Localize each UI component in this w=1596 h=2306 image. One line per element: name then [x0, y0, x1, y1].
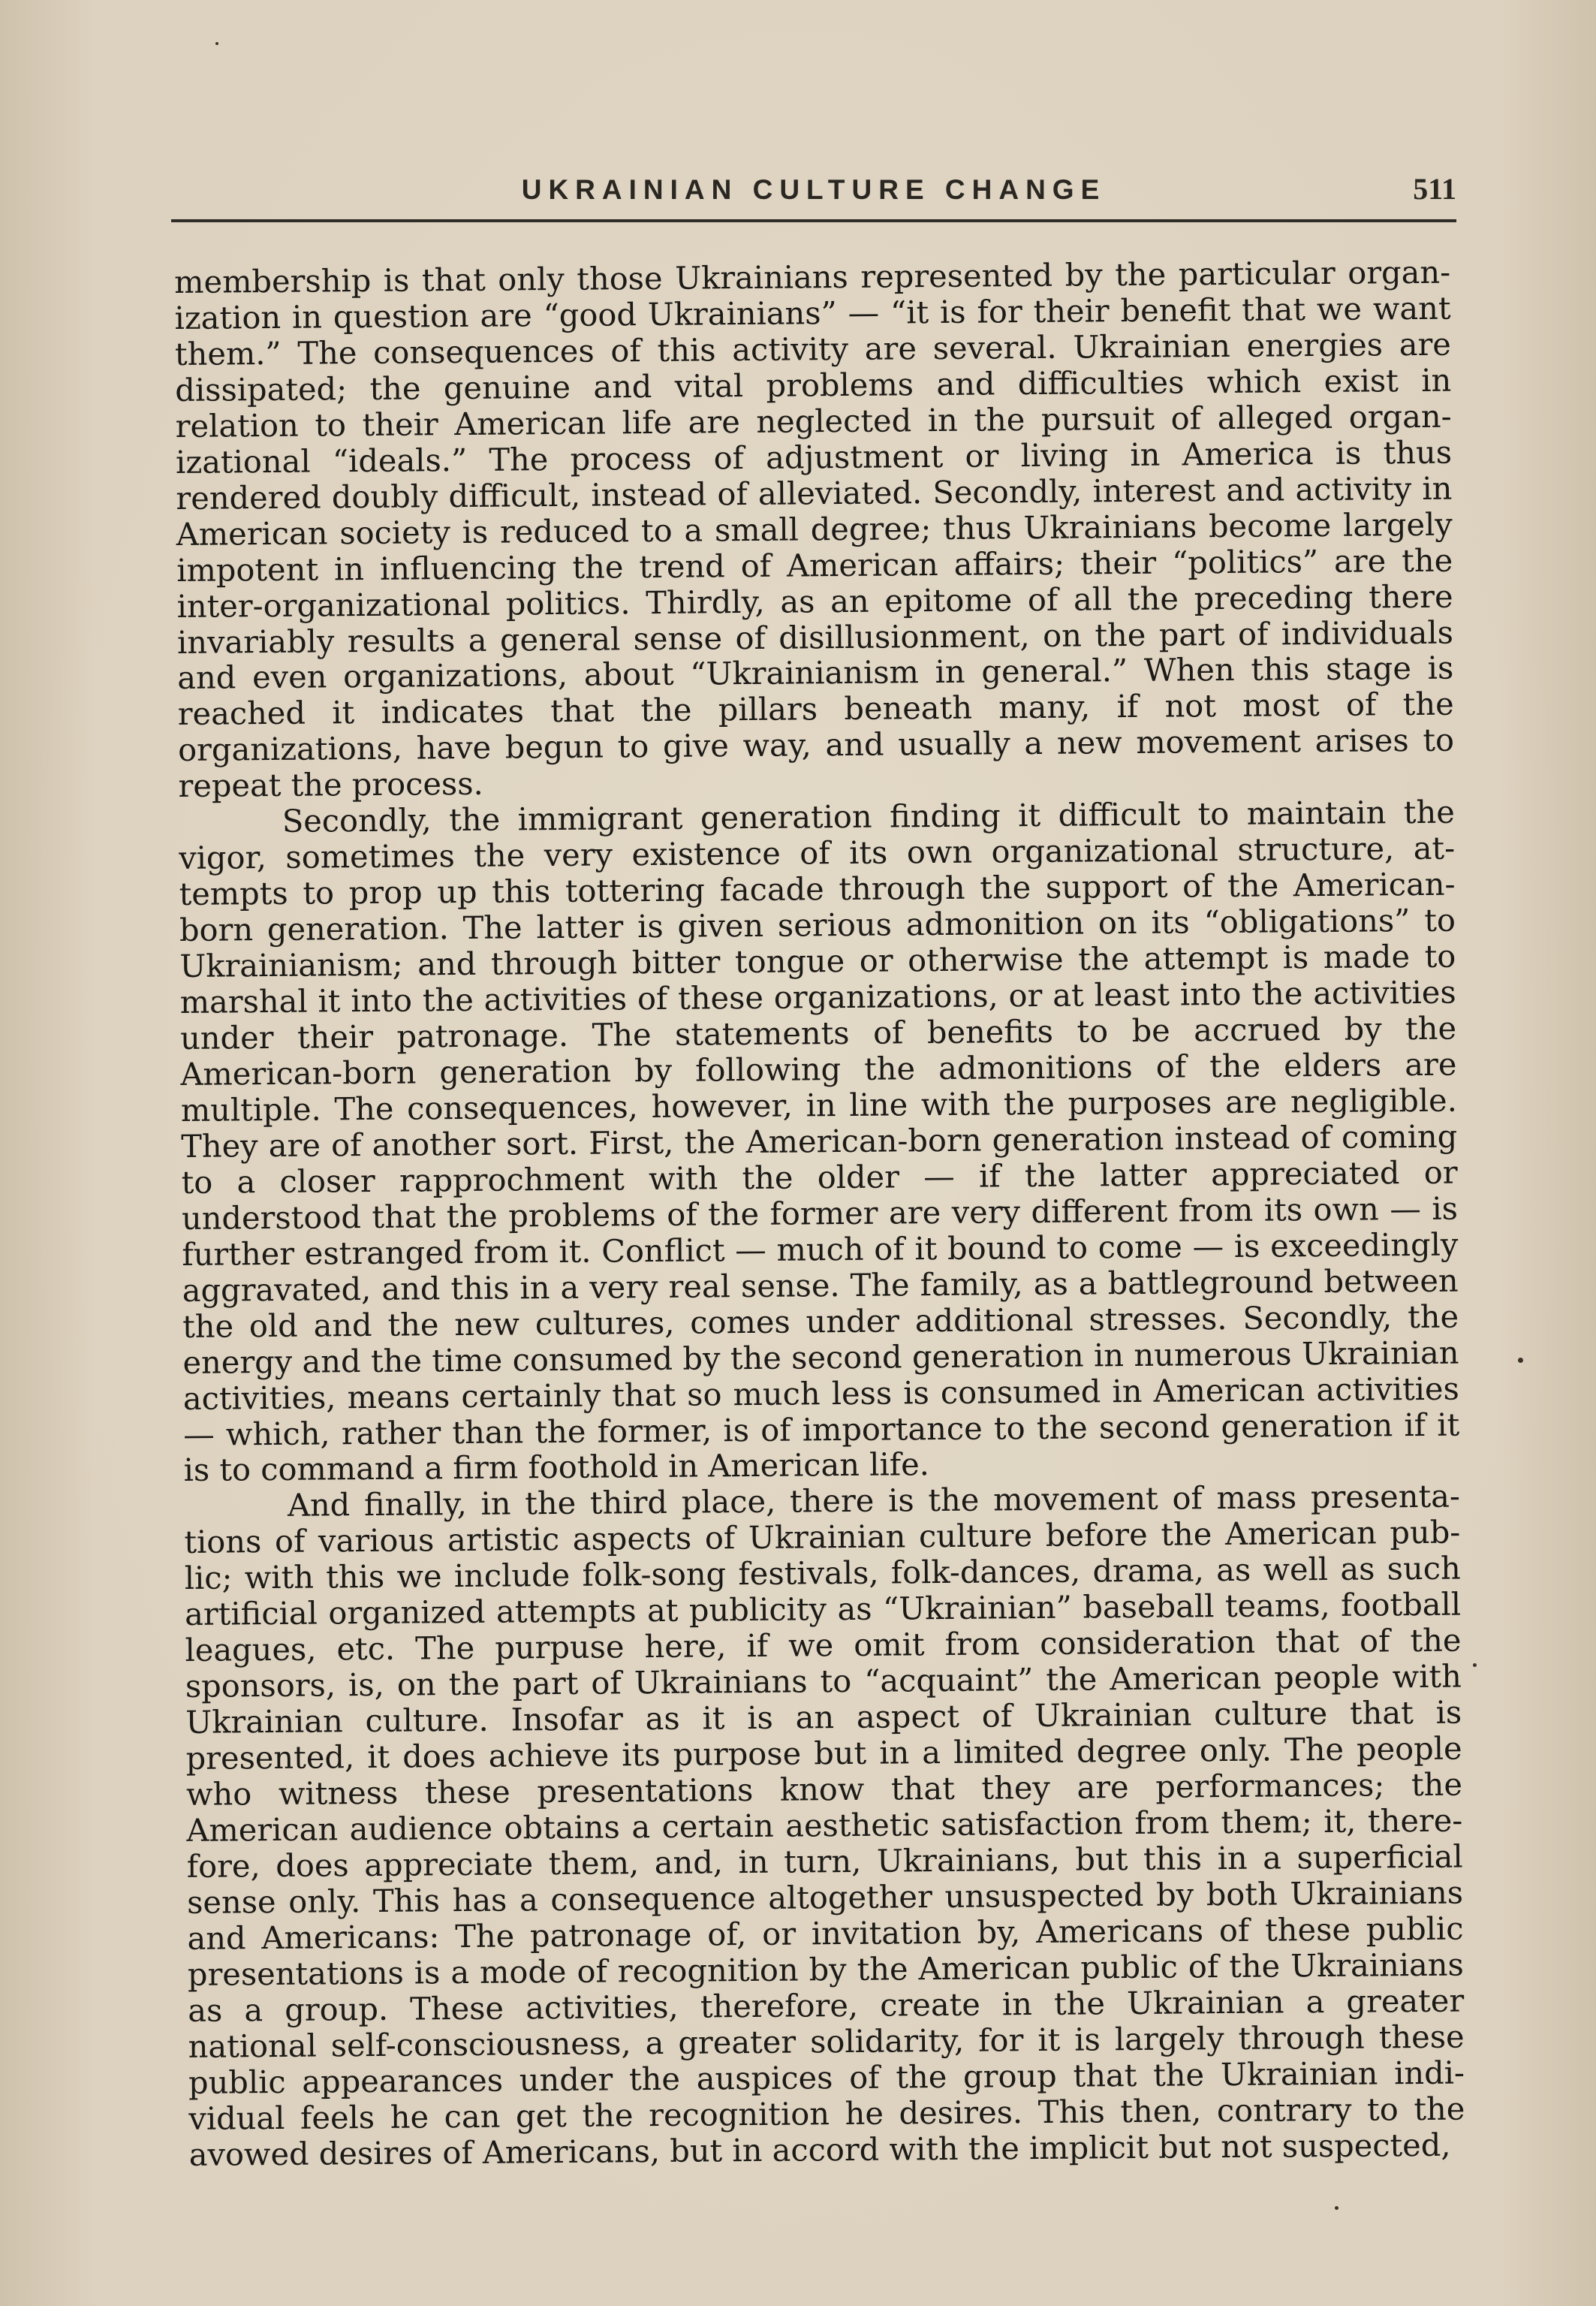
paper-speck — [1335, 2206, 1339, 2210]
running-head — [171, 171, 1456, 224]
paragraph-membership: membership is that only those Ukrainians represented by the particular organization in question are “good Ukrainians” — “it is for their benefit that we want them.” The consequences of this activity are several. Ukrainian energies are dissipated; the genuine and vital problems and difficulties which exist in relation to their American life are neglected in the pursuit of alleged organizational “ideals.” The process of adjustment or living in America is thus rendered doubly difficult, instead of alleviated. Secondly, interest and activity in American society is reduced to a small degree; thus Ukrainians become largely impotent in influencing the trend of American affairs; their “politics” are the inter-organizational politics. Thirdly, as an epitome of all the preceding there invariably results a general sense of disillusionment, on the part of individuals and even organizations, about “Ukrainianism in general.” When this stage is reached it indicates that the pillars beneath many, if not most of the organizations, have begun to give way, and usually a new movement arises to repeat the process. — [173, 253, 1455, 805]
paper-speck — [215, 42, 218, 45]
paragraph-secondly: Secondly, the immigrant generation finding it difficult to maintain the vigor, sometimes the very existence of its own organizational structure, attempts to prop up this tottering facade through the support of the American-born generation. The latter is given serious admonition on its “obligations” to Ukrainianism; and through bitter tongue or otherwise the attempt is made to marshal it into the activities of these organizations, or at least into the activities under their patronage. The statements of benefits to be accrued by the American-born generation by following the admonitions of the elders are multiple. The consequences, however, in line with the purposes are negligible. They are of another sort. First, the American-born generation instead of coming to a closer rapprochment with the older — if the latter appreciated or understood that the problems of the former are very different from its own — is further estranged from it. Conflict — much of it bound to come — is exceedingly aggravated, and this in a very real sense. The family, as a battleground between the old and the new cultures, comes under additional stresses. Secondly, the energy and the time consumed by the second generation in numerous Ukrainian activities, means certainly that so much less is consumed in American activities — which, rather than the former, is of importance to the second generation if it is to command a firm foothold in American life. — [179, 793, 1460, 1489]
page-number: 511 — [1413, 172, 1456, 206]
header-rule — [171, 219, 1456, 222]
paper-speck — [1518, 1358, 1523, 1363]
running-head-title: UKRAINIAN CULTURE CHANGE — [521, 174, 1107, 205]
paper-speck — [1473, 1663, 1477, 1667]
paragraph-finally: And finally, in the third place, there is the movement of mass presentations of various artistic aspects of Ukrainian culture before the American public; with this we include folk-song festivals, folk-dances, drama, as well as such artificial organized attempts at publicity as “Ukrainian” baseball teams, football leagues, etc. The purpuse here, if we omit from consideration that of the sponsors, is, on the part of Ukrainians to “acquaint” the American people with Ukrainian culture. Insofar as it is an aspect of Ukrainian culture that is presented, it does achieve its purpose but in a limited degree only. The people who witness these presentations know that they are performances; the American audience obtains a certain aesthetic satisfaction from them; it, therefore, does appreciate them, and, in turn, Ukrainians, but this in a superficial sense only. This has a consequence altogether unsuspected by both Ukrainians and Americans: The patronage of, or invitation by, Americans of these public presentations is a mode of recognition by the American public of the Ukrainians as a group. These activities, therefore, create in the Ukrainian a greater national self-consciousness, a greater solidarity, for it is largely through these public appearances under the auspices of the group that the Ukrainian individual feels he can get the recognition he desires. This then, contrary to the avowed desires of Americans, but in accord with the implicit but not suspected, — [184, 1478, 1465, 2173]
body-text — [174, 255, 1465, 2173]
